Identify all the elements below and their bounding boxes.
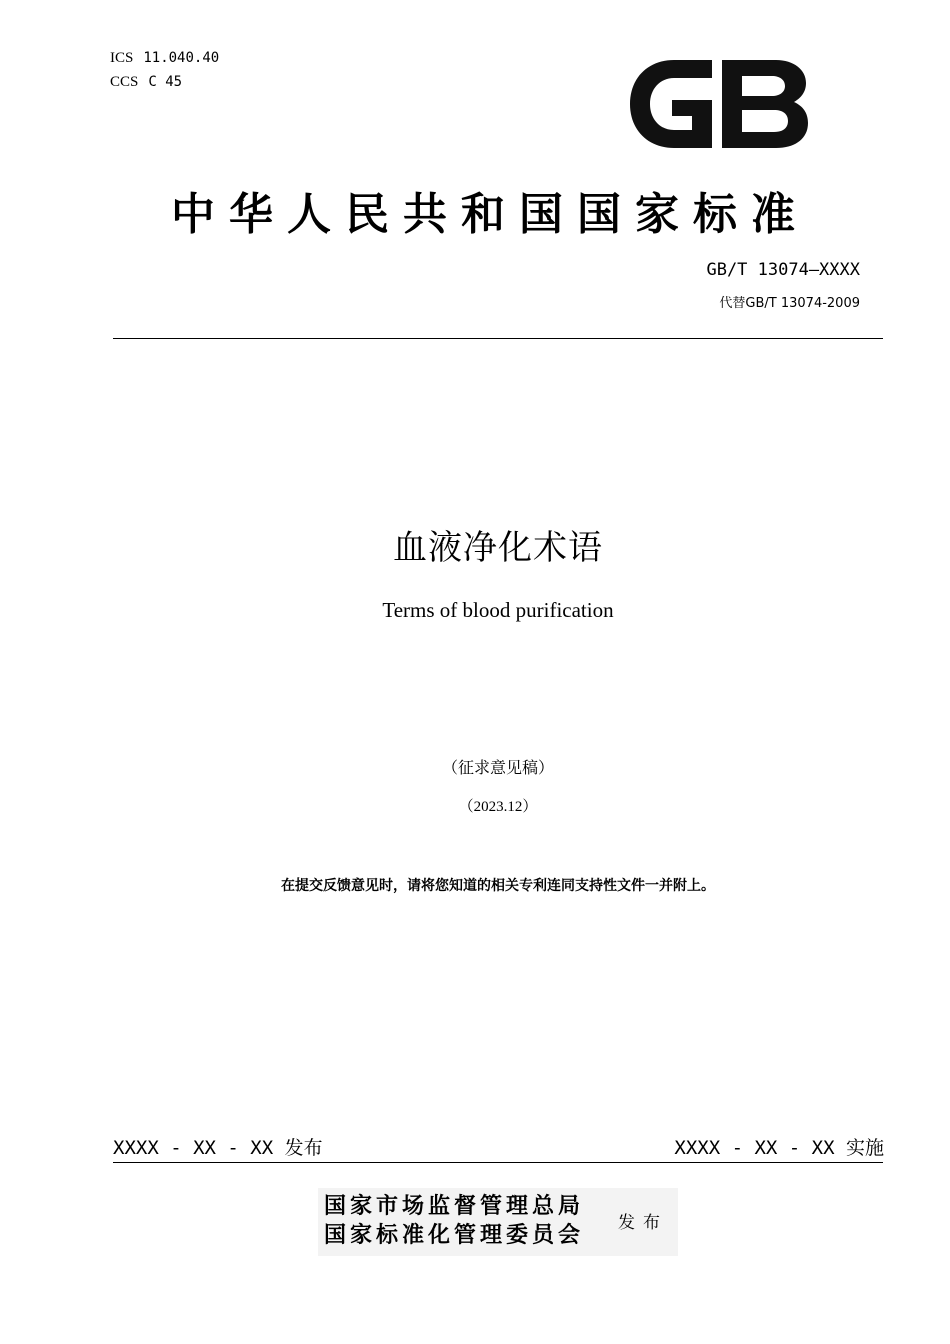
classification-codes xyxy=(110,46,219,94)
ccs-value: C 45 xyxy=(148,74,183,90)
issuer-line-1: 国家市场监督管理总局 xyxy=(324,1193,585,1219)
document-title-chinese: 血液净化术语 xyxy=(393,528,603,568)
document-title-english: Terms of blood purification xyxy=(382,598,614,622)
publish-date: XXXX - XX - XX 发布 xyxy=(113,1137,323,1159)
national-standard-title: 中华人民共和国国家标准 xyxy=(171,189,809,240)
issuing-authorities xyxy=(318,1188,678,1256)
ics-value: 11.040.40 xyxy=(143,50,220,66)
gb-logo-letter-g xyxy=(630,60,712,148)
ccs-row xyxy=(110,70,219,94)
issuer-action: 发布 xyxy=(618,1213,668,1233)
implement-date: XXXX - XX - XX 实施 xyxy=(674,1137,884,1159)
header-divider xyxy=(113,338,883,339)
issuer-names xyxy=(324,1192,584,1250)
draft-status-label: （征求意见稿） xyxy=(441,758,554,777)
draft-date: （2023.12） xyxy=(458,799,538,815)
footer-divider xyxy=(113,1162,883,1163)
standard-number: GB/T 13074—XXXX xyxy=(706,260,860,280)
ccs-label: CCS xyxy=(110,74,139,90)
patent-notice: 在提交反馈意见时，请将您知道的相关专利连同支持性文件一并附上。 xyxy=(281,878,715,894)
ics-row xyxy=(110,46,219,70)
gb-logo xyxy=(626,56,812,152)
replaces-standard: 代替GB/T 13074-2009 xyxy=(719,296,860,311)
gb-logo-letter-b xyxy=(722,60,808,148)
ics-label: ICS xyxy=(110,50,134,66)
issuer-line-2: 国家标准化管理委员会 xyxy=(324,1222,585,1248)
